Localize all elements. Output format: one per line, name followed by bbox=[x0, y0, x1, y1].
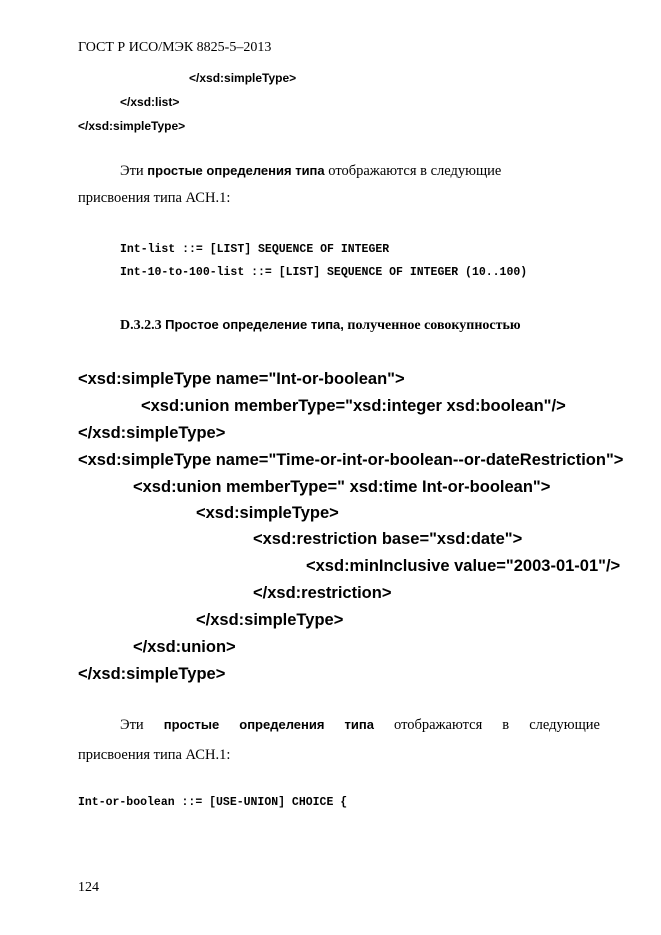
term-word: простые bbox=[163, 717, 220, 732]
code-line: </xsd:simpleType> bbox=[189, 71, 297, 85]
code-line: </xsd:list> bbox=[120, 95, 180, 109]
xsd-code-line: <xsd:minInclusive value="2003-01-01"/> bbox=[306, 557, 621, 575]
page-number: 124 bbox=[78, 880, 99, 895]
xsd-code-line: </xsd:union> bbox=[133, 638, 236, 656]
paragraph-word: Эти bbox=[120, 717, 144, 733]
section-heading bbox=[120, 317, 521, 334]
term-highlight: простые определения типа bbox=[147, 163, 325, 178]
xsd-code-line: <xsd:simpleType name="Int-or-boolean"> bbox=[78, 370, 405, 388]
paragraph-word: следующие bbox=[529, 717, 600, 733]
term-word: типа bbox=[344, 717, 374, 732]
paragraph-line bbox=[120, 163, 501, 180]
paragraph-word: в bbox=[502, 717, 510, 733]
asn-code-line: Int-or-boolean ::= [USE-UNION] CHOICE { bbox=[78, 796, 348, 809]
paragraph-line: присвоения типа АСН.1: bbox=[78, 747, 231, 763]
xsd-code-line: <xsd:simpleType> bbox=[196, 504, 339, 522]
xsd-code-line: <xsd:restriction base="xsd:date"> bbox=[253, 530, 523, 548]
xsd-code-line: <xsd:simpleType name="Time-or-int-or-boolean--or-dateRestriction"> bbox=[78, 451, 624, 469]
term-word: определения bbox=[239, 717, 325, 732]
asn-code-line: Int-list ::= [LIST] SEQUENCE OF INTEGER bbox=[120, 243, 390, 256]
asn-code-line: Int-10-to-100-list ::= [LIST] SEQUENCE OF INTEGER (10..100) bbox=[120, 266, 528, 279]
paragraph-lead: Эти bbox=[120, 163, 148, 179]
paragraph-line-justified bbox=[120, 717, 600, 734]
xsd-code-line: <xsd:union memberType="xsd:integer xsd:boolean"/> bbox=[141, 397, 566, 415]
section-number: D.3.2.3 bbox=[120, 318, 162, 333]
xsd-code-line: </xsd:simpleType> bbox=[78, 424, 226, 442]
section-title-part: полученное совокупностью bbox=[347, 318, 521, 333]
paragraph-line: присвоения типа АСН.1: bbox=[78, 190, 231, 206]
paragraph-word: отображаются bbox=[394, 717, 483, 733]
xsd-code-line: </xsd:simpleType> bbox=[78, 665, 226, 683]
code-line: </xsd:simpleType> bbox=[78, 119, 186, 133]
document-header: ГОСТ Р ИСО/МЭК 8825-5–2013 bbox=[78, 40, 272, 55]
paragraph-tail: отображаются в следующие bbox=[324, 163, 502, 179]
xsd-code-line: </xsd:simpleType> bbox=[196, 611, 344, 629]
xsd-code-line: <xsd:union memberType=" xsd:time Int-or-boolean"> bbox=[133, 478, 551, 496]
xsd-code-line: </xsd:restriction> bbox=[253, 584, 392, 602]
section-title-part: Простое определение типа, bbox=[165, 317, 344, 332]
